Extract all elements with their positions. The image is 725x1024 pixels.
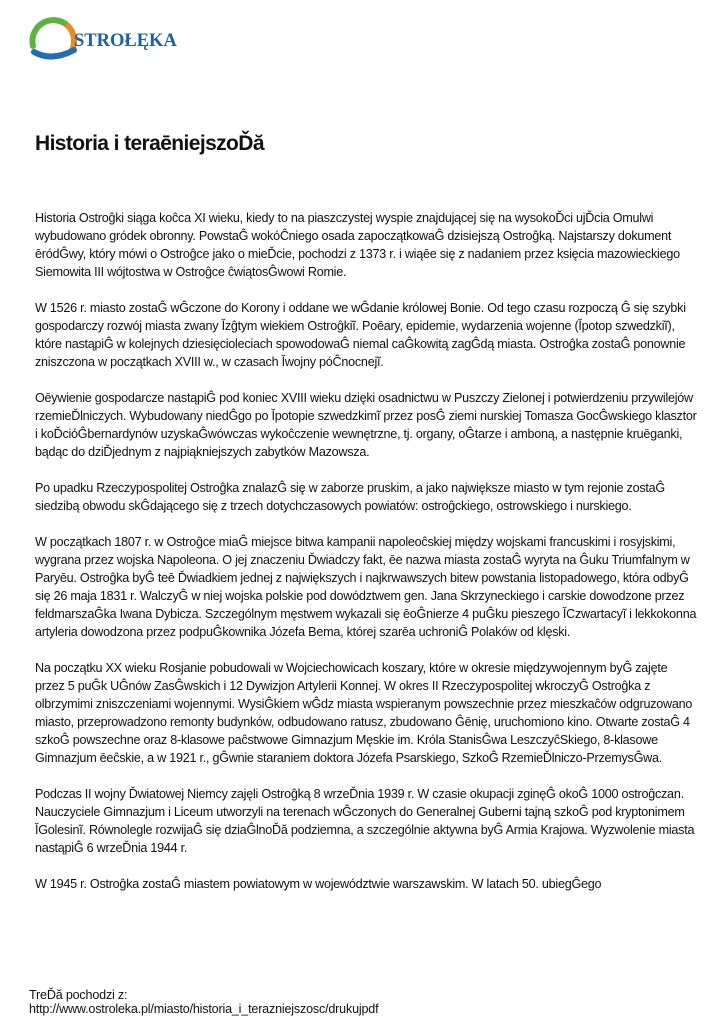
paragraph: W początkach 1807 r. w Ostroĝce miaĜ miejsce bitwa kampanii napoleoĉskiej między wojskami francuskimi i rosyjskimi, wygrana przez wojska Napoleona. O jej znaczeniu Ďwiadczy fakt, ēe nazwa miasta zostaĜ wyryta na Ĝuku Triumfalnym w Paryēu. Ostroĝka byĜ teē Ďwiadkiem jednej z największych i najkrwawszych bitew powstania listopadowego, która odbyĜ się 26 maja 1831 r. WalczyĜ w niej wojska polskie pod dowództwem gen. Jana Skrzyneckiego i carskie dowodzone przez feldmarszaĜka Iwana Dybicza. Szczególnym męstwem wykazali się ēoĜnierze 4 puĜku pieszego ĬCzwartacyĩ i lekkokonna artyleria dowodzona przez podpuĜkownika Józefa Bema, której szarēa uchroniĜ Polaków od klęski.	[35, 535, 697, 639]
source-footer	[29, 988, 378, 1016]
paragraph: Podczas II wojny Ďwiatowej Niemcy zajęli Ostroĝką 8 wrzeĎnia 1939 r. W czasie okupacji zginęĜ okoĜ 1000 ostroĝczan. Nauczyciele Gimnazjum i Liceum utworzyli na terenach wĜczonych do Generalnej Guberni tajną szkoĜ pod kryptonimem ĬGolesinĩ. Równolegle rozwijaĜ się dziaĜlnoĎă podziemna, a szczególnie aktywna byĜ Armia Krajowa. Wyzwolenie miasta nastąpiĜ 6 wrzeĎnia 1944 r.	[35, 787, 695, 855]
logo-text: STROŁĘKA	[74, 31, 177, 51]
paragraph: W 1945 r. Ostroĝka zostaĜ miastem powiatowym w województwie warszawskim. W latach 50. ubiegĜego	[35, 877, 602, 891]
page-title: Historia i teraēniejszoĎă	[35, 132, 264, 155]
paragraph: Po upadku Rzeczypospolitej Ostroĝka znalazĜ się w zaborze pruskim, a jako największe miasto w tym rejonie zostaĜ siedzibą obwodu skĜdającego się z trzech dotychczasowych powiatów: ostroĝckiego, ostrowskiego i nurskiego.	[35, 481, 665, 513]
article-body	[35, 209, 700, 911]
source-label: TreĎă pochodzi z:	[29, 988, 128, 1002]
source-url: http://www.ostroleka.pl/miasto/historia_i_terazniejszosc/drukujpdf	[29, 1002, 379, 1016]
paragraph: W 1526 r. miasto zostaĜ wĜczone do Korony i oddane we wĜdanie królowej Bonie. Od tego czasu rozpoczą Ĝ się szybki gospodarczy rozwój miasta zwany Ĭzĝtym wiekiem Ostroĝkiĩ. Poēary, epidemie, wydarzenia wojenne (Ĭpotop szwedzkiĩ), które nastąpiĜ w kolejnych dziesięcioleciach spowodowaĜ niemal caĜkowitą zagĜdą miasta. Ostroĝka zostaĜ ponownie zniszczona w początkach XVIII w., w czasach Ĭwojny póĈnocnejĩ.	[35, 301, 686, 369]
paragraph: Na początku XX wieku Rosjanie pobudowali w Wojciechowicach koszary, które w okresie międzywojennym byĜ zajęte przez 5 puĜk UĜnów ZasĜwskich i 12 Dywizjon Artylerii Konnej. W okres II Rzeczypospolitej wkroczyĜ Ostroĝka z olbrzymimi zniszczeniami wojennymi. WysiĜkiem wĜdz miasta wspieranym powszechnie przez mieszkaĉów odgruzowano miasto, przeprowadzono remonty budynków, odbudowano ratusz, zbudowano Ĝēnię, uruchomiono kino. Otwarte zostaĜ 4 szkoĜ powszechne oraz 8-klasowe paĉstwowe Gimnazjum Męskie im. Króla StanisĜwa LeszczyĉSkiego, 8-klasowe Gimnazjum ēeĉskie, a w 1921 r., gĜwnie staraniem doktora Józefa Psarskiego, SzkoĜ RzemieĎlniczo-PrzemysĜwa.	[35, 661, 693, 765]
ostroleka-logo	[28, 12, 188, 64]
paragraph: Oēywienie gospodarcze nastąpiĜ pod koniec XVIII wieku dzięki osadnictwu w Puszczy Zielonej i potwierdzeniu przywilejów rzemieĎlniczych. Wybudowany niedĜgo po Ĭpotopie szwedzkimĩ przez posĜ ziemi nurskiej Tomasza GocĜwskiego klasztor i koĎcióĜbernardynów uzyskaĜwówczas wykoĉczenie wewnętrzne, tj. organy, oĜtarze i amboną, a następnie kruēganki, bądąc do dziĎjednym z najpiąkniejszych zabytków Mazowsza.	[35, 391, 697, 459]
paragraph: Historia Ostroĝki siąga koĉca XI wieku, kiedy to na piaszczystej wyspie znajdującej się na wysokoĎci ujĎcia Omulwi wybudowano gródek obronny. PowstaĜ wokóĈniego osada zapoczątkowaĜ dzisiejszą Ostroĝką. Najstarszy dokument ēródĜwy, który mówi o Ostroĝce jako o mieĎcie, pochodzi z 1373 r. i wiąēe się z nadaniem przez księcia mazowieckiego Siemowita III wójtostwa w Ostroĝce ĉwiątosĜwowi Romie.	[35, 211, 680, 279]
